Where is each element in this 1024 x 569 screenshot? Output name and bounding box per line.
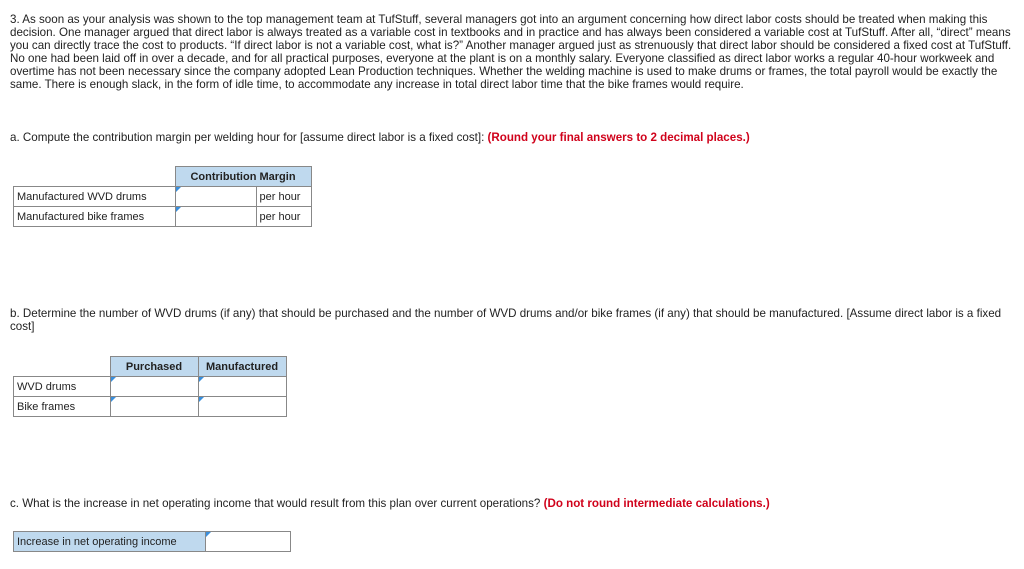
- row-label-drums: Manufactured WVD drums: [14, 187, 176, 207]
- cm-drums-input[interactable]: [175, 187, 256, 207]
- part-c-table: [13, 531, 291, 552]
- part-a-table: [13, 166, 312, 227]
- drums-manufactured-input[interactable]: [198, 377, 286, 397]
- part-c-question: [10, 497, 1010, 510]
- frames-manufactured-input[interactable]: [198, 397, 286, 417]
- part-c-question-text: c. What is the increase in net operating income that would result from this plan over current operations?: [10, 497, 544, 510]
- part-a-question: [10, 131, 1010, 144]
- part-b-table: [13, 356, 287, 417]
- table-row: [14, 397, 287, 417]
- frames-purchased-input[interactable]: [110, 397, 198, 417]
- net-income-input[interactable]: [206, 532, 291, 552]
- unit-label: per hour: [256, 207, 311, 227]
- unit-label: per hour: [256, 187, 311, 207]
- drums-purchased-input[interactable]: [110, 377, 198, 397]
- part-a-question-text: a. Compute the contribution margin per welding hour for [assume direct labor is a fixed cost]:: [10, 131, 488, 144]
- table-row: [14, 187, 312, 207]
- row-label-bike-frames: Bike frames: [14, 397, 111, 417]
- purchased-header: Purchased: [110, 357, 198, 377]
- part-c-rounding-note: (Do not round intermediate calculations.): [543, 497, 770, 510]
- contribution-margin-header: Contribution Margin: [175, 167, 311, 187]
- part-a-rounding-note: (Round your final answers to 2 decimal places.): [487, 131, 750, 144]
- problem-intro: 3. As soon as your analysis was shown to the top management team at TufStuff, several managers got into an argument concerning how direct labor costs should be treated when making this decision. One manager argued that direct labor is always treated as a variable cost in textbooks and in practice and has always been considered a variable cost at TufStuff. After all, “direct” means you can directly trace the cost to products. “If direct labor is not a variable cost, what is?” Another manager argued just as strenuously that direct labor should be considered a fixed cost at TufStuff. No one had been laid off in over a decade, and for all practical purposes, everyone at the plant is on a monthly salary. Everyone classified as direct labor works a regular 40-hour workweek and overtime has not been necessary since the company adopted Lean Production techniques. Whether the welding machine is used to make drums or frames, the total payroll would be exactly the same. There is enough slack, in the form of idle time, to accommodate any increase in total direct labor time that the bike frames would require.: [10, 13, 1012, 91]
- row-label-wvd-drums: WVD drums: [14, 377, 111, 397]
- table-row: [14, 532, 291, 552]
- row-label-frames: Manufactured bike frames: [14, 207, 176, 227]
- table-row: [14, 377, 287, 397]
- table-row: [14, 207, 312, 227]
- manufactured-header: Manufactured: [198, 357, 286, 377]
- part-b-question: b. Determine the number of WVD drums (if any) that should be purchased and the number of WVD drums and/or bike frames (if any) that should be manufactured. [Assume direct labor is a fixed cost]: [10, 307, 1002, 333]
- net-income-label: Increase in net operating income: [14, 532, 206, 552]
- cm-frames-input[interactable]: [175, 207, 256, 227]
